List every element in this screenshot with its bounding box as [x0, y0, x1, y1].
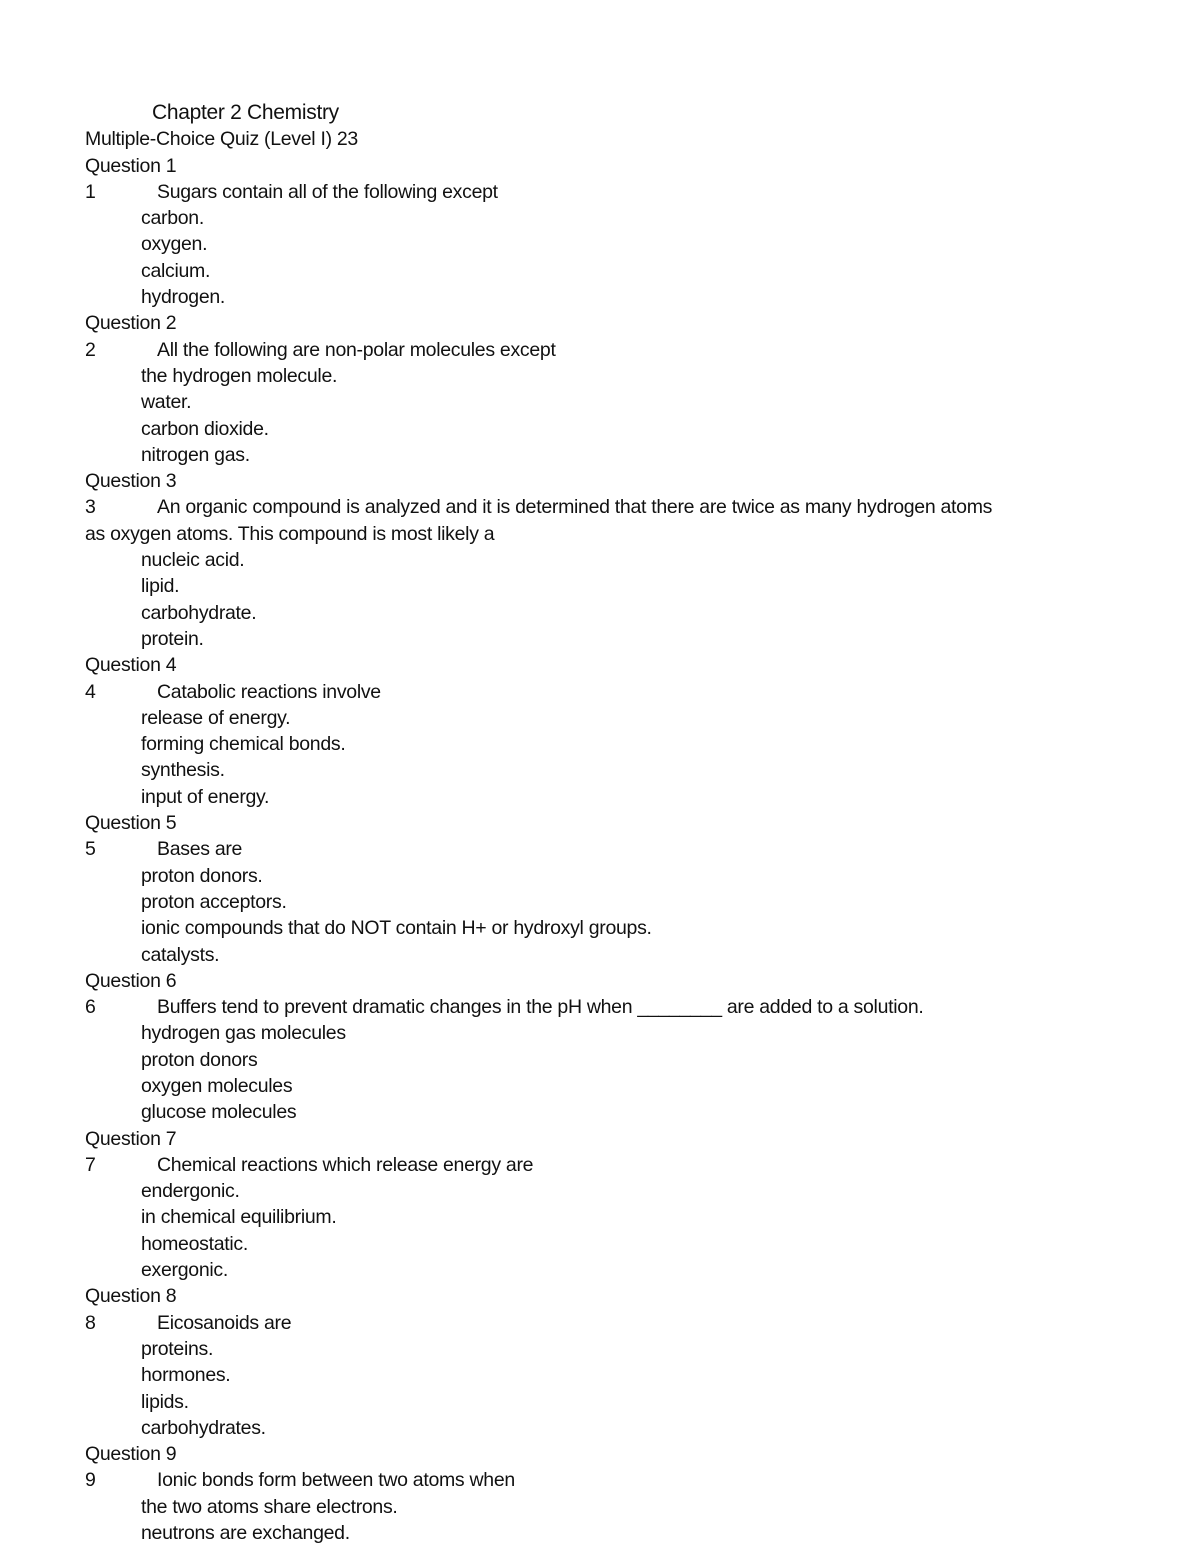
question-number: 9: [85, 1469, 96, 1492]
answer-choice: proton donors.: [141, 864, 263, 887]
answer-choice: lipids.: [141, 1390, 189, 1413]
answer-choice: catalysts.: [141, 943, 220, 966]
question-heading: Question 2: [85, 312, 177, 335]
question-text: Eicosanoids are: [157, 1311, 292, 1334]
question-stem: [85, 179, 1115, 205]
question-text: Chemical reactions which release energy are: [157, 1153, 534, 1176]
question-number: 8: [85, 1311, 96, 1334]
question-text: All the following are non-polar molecules except: [157, 338, 556, 361]
answer-choice: carbohydrate.: [141, 601, 257, 624]
question-heading: Question 5: [85, 812, 177, 835]
answer-choice: hydrogen.: [141, 286, 226, 309]
answer-choice: protein.: [141, 627, 204, 650]
question-number: 3: [85, 496, 96, 519]
question-stem: [85, 679, 1115, 705]
question-heading: Question 4: [85, 654, 177, 677]
question-block: [85, 468, 1115, 652]
question-heading: Question 3: [85, 470, 177, 493]
question-heading: Question 8: [85, 1285, 177, 1308]
answer-choice: hydrogen gas molecules: [141, 1022, 346, 1045]
question-block: [85, 153, 1115, 311]
question-stem: [85, 1310, 1115, 1336]
answer-choice: ionic compounds that do NOT contain H+ or hydroxyl groups.: [141, 917, 652, 940]
question-stem: [85, 994, 1115, 1020]
question-number: 1: [85, 180, 96, 203]
answer-choice: homeostatic.: [141, 1232, 248, 1255]
quiz-document: [85, 100, 1115, 1546]
question-text-continued: as oxygen atoms. This compound is most likely a: [85, 522, 495, 545]
answer-choice: glucose molecules: [141, 1101, 297, 1124]
question-block: [85, 652, 1115, 810]
question-block: [85, 1283, 1115, 1441]
question-block: [85, 1126, 1115, 1284]
question-block: [85, 310, 1115, 468]
question-block: [85, 968, 1115, 1126]
question-number: 4: [85, 680, 96, 703]
answer-choice: nitrogen gas.: [141, 443, 250, 466]
question-heading: Question 7: [85, 1127, 177, 1150]
question-stem: [85, 494, 1115, 520]
question-stem: [85, 1152, 1115, 1178]
answer-choice: oxygen.: [141, 233, 208, 256]
question-stem: [85, 1467, 1115, 1493]
answer-choice: oxygen molecules: [141, 1074, 293, 1097]
answer-choice: carbon.: [141, 207, 204, 230]
answer-choice: hormones.: [141, 1364, 231, 1387]
answer-choice: neutrons are exchanged.: [141, 1522, 350, 1545]
answer-choice: carbohydrates.: [141, 1416, 266, 1439]
answer-choice: release of energy.: [141, 706, 291, 729]
question-block: [85, 1441, 1115, 1546]
question-list: [85, 153, 1115, 1547]
question-heading: Question 9: [85, 1443, 177, 1466]
answer-choice: lipid.: [141, 575, 180, 598]
answer-choice: exergonic.: [141, 1259, 228, 1282]
answer-choice: input of energy.: [141, 785, 270, 808]
answer-choice: carbon dioxide.: [141, 417, 269, 440]
question-text: Buffers tend to prevent dramatic changes in the pH when ________ are added to a solution.: [157, 996, 924, 1019]
question-block: [85, 810, 1115, 968]
question-heading: Question 1: [85, 154, 177, 177]
question-stem: [85, 337, 1115, 363]
answer-choice: forming chemical bonds.: [141, 733, 346, 756]
answer-choice: proteins.: [141, 1337, 214, 1360]
page-subtitle: Multiple-Choice Quiz (Level I) 23: [85, 128, 358, 151]
question-text: An organic compound is analyzed and it is determined that there are twice as many hydrogen atoms: [157, 496, 993, 519]
question-number: 6: [85, 996, 96, 1019]
answer-choice: proton acceptors.: [141, 890, 287, 913]
question-number: 7: [85, 1153, 96, 1176]
answer-choice: proton donors: [141, 1048, 258, 1071]
question-heading: Question 6: [85, 969, 177, 992]
answer-choice: synthesis.: [141, 759, 225, 782]
question-text: Sugars contain all of the following except: [157, 180, 498, 203]
answer-choice: the two atoms share electrons.: [141, 1495, 398, 1518]
question-number: 5: [85, 838, 96, 861]
question-stem: [85, 836, 1115, 862]
question-text: Catabolic reactions involve: [157, 680, 381, 703]
answer-choice: endergonic.: [141, 1180, 240, 1203]
question-text: Bases are: [157, 838, 243, 861]
answer-choice: water.: [141, 391, 192, 414]
answer-choice: the hydrogen molecule.: [141, 364, 338, 387]
question-text: Ionic bonds form between two atoms when: [157, 1469, 515, 1492]
answer-choice: nucleic acid.: [141, 549, 245, 572]
question-number: 2: [85, 338, 96, 361]
answer-choice: in chemical equilibrium.: [141, 1206, 337, 1229]
page-title: Chapter 2 Chemistry: [152, 101, 339, 124]
answer-choice: calcium.: [141, 259, 211, 282]
